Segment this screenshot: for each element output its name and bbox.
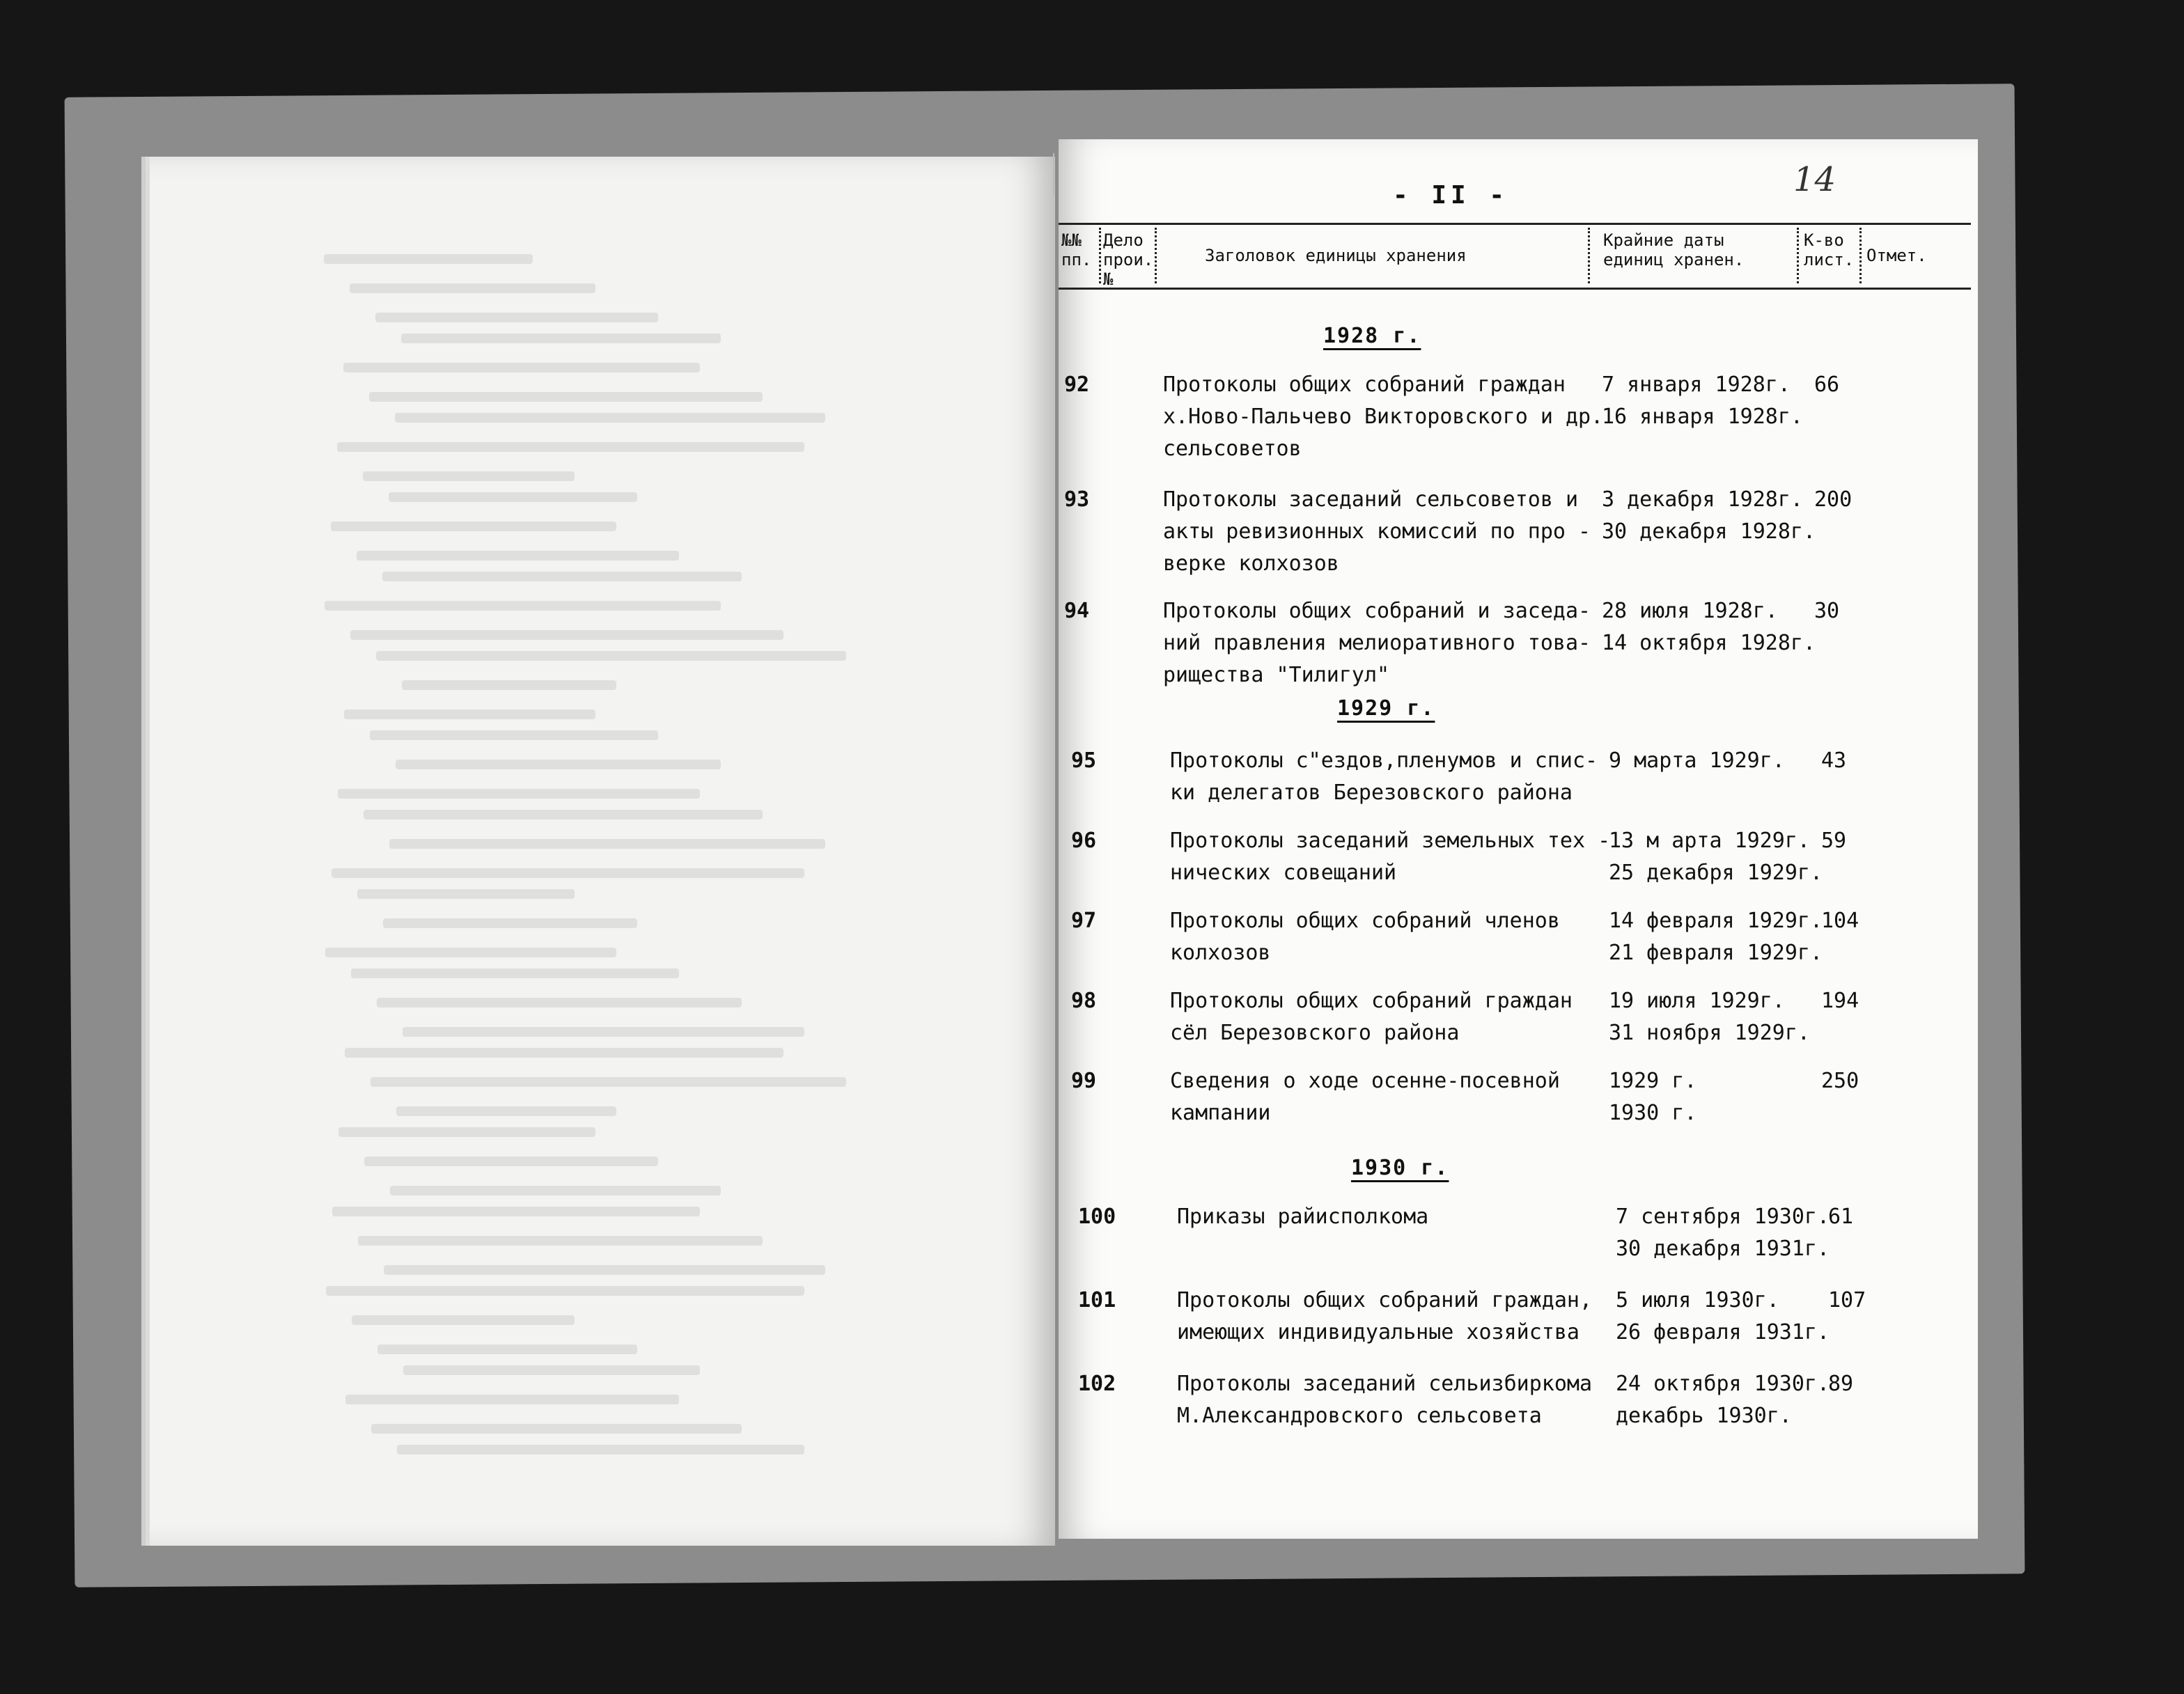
bleed-through-mark [375,313,658,322]
row-number: 101 [1078,1288,1116,1312]
row-title: Протоколы с"ездов,пленумов и спис- ки делегатов Березовского района [1170,748,1598,805]
bleed-through-mark [358,1236,763,1246]
bleed-through-mark [377,1344,637,1354]
row-dates: 5 июля 1930г. 26 февраля 1931г. [1616,1288,1830,1344]
row-number: 94 [1064,599,1090,623]
bleed-through-mark [325,948,616,957]
bleed-through-mark [370,730,658,740]
bleed-through-mark [332,868,804,878]
bleed-through-mark [338,789,700,799]
row-number: 102 [1078,1372,1116,1396]
row-sheets: 250 [1821,1069,1859,1093]
folio-number: 14 [1793,160,1836,199]
row-dates: 7 сентября 1930г. 30 декабря 1931г. [1616,1205,1830,1261]
row-number: 98 [1071,989,1097,1013]
header-col-title: Заголовок единицы хранения [1205,246,1467,265]
bleed-through-mark [383,918,637,928]
row-sheets: 61 [1828,1205,1854,1229]
bleed-through-mark [326,1286,804,1296]
row-number: 93 [1064,487,1090,512]
bleed-through-mark [369,392,763,402]
year-heading: 1928 г. [1323,324,1421,348]
bleed-through-mark [352,1315,575,1325]
bleed-through-mark [397,1445,804,1454]
bleed-through-mark [351,968,679,978]
row-title: Протоколы общих собраний и заседа- ний правления мелиоративного това- рищества "Тилигул" [1163,599,1591,687]
header-col-notes: Отмет. [1866,246,1927,265]
year-heading: 1929 г. [1337,696,1435,721]
bleed-through-mark [337,442,804,452]
bleed-through-mark [345,1395,679,1404]
row-number: 100 [1078,1205,1116,1229]
bleed-through-mark [363,471,575,481]
row-number: 92 [1064,372,1090,397]
bleed-through-mark [357,551,679,560]
bleed-through-mark [384,1265,825,1275]
row-title: Протоколы общих собраний граждан х.Ново-Пальчево Викторовского и др. сельсоветов [1163,372,1604,461]
row-title: Протоколы общих собраний членов колхозов [1170,909,1560,965]
row-title: Протоколы общих собраний граждан, имеющих индивидуальные хозяйства [1177,1288,1593,1344]
page-number: - II - [1393,181,1509,210]
bleed-through-mark [350,630,783,640]
row-dates: 19 июля 1929г. 31 ноября 1929г. [1609,989,1810,1045]
bleed-through-mark [343,363,700,372]
row-sheets: 66 [1814,372,1840,397]
header-col-dates: Крайние даты единиц хранен. [1603,230,1745,269]
row-dates: 1929 г. 1930 г. [1609,1069,1697,1125]
row-sheets: 89 [1828,1372,1854,1396]
row-number: 95 [1071,748,1097,773]
row-title: Приказы райисполкома [1177,1205,1429,1229]
bleed-through-mark [370,1077,846,1087]
bleed-through-mark [350,283,595,293]
row-sheets: 30 [1814,599,1840,623]
bleed-through-mark [338,1127,595,1137]
row-sheets: 59 [1821,829,1847,853]
row-number: 96 [1071,829,1097,853]
row-dates: 7 января 1928г. 16 января 1928г. [1602,372,1803,429]
header-col-no: №№ пп. [1061,230,1092,269]
year-heading: 1930 г. [1351,1156,1449,1180]
bleed-through-mark [389,492,637,502]
bleed-through-mark [345,1048,783,1058]
table-header [1059,223,1971,290]
bleed-through-mark [376,651,846,661]
row-title: Сведения о ходе осенне-посевной кампании [1170,1069,1560,1125]
bleed-through-mark [344,709,595,719]
bleed-through-mark [402,680,616,690]
header-col-sheets: К-во лист. [1804,230,1855,269]
row-number: 99 [1071,1069,1097,1093]
row-title: Протоколы заседаний сельизбиркома М.Александровского сельсовета [1177,1372,1593,1428]
bleed-through-mark [396,760,721,769]
bleed-through-mark [396,1106,616,1116]
row-sheets: 43 [1821,748,1847,773]
bleed-through-mark [401,334,721,343]
bleed-through-mark [332,1207,700,1216]
row-sheets: 107 [1828,1288,1866,1312]
bleed-through-mark [382,572,742,581]
row-title: Протоколы заседаний земельных тех - нических совещаний [1170,829,1611,885]
row-dates: 14 февраля 1929г. 21 февраля 1929г. [1609,909,1823,965]
row-title: Протоколы общих собраний граждан сёл Березовского района [1170,989,1573,1045]
bleed-through-mark [403,1365,700,1375]
bleed-through-mark [325,601,721,611]
row-dates: 3 декабря 1928г. 30 декабря 1928г. [1602,487,1816,544]
bleed-through-mark [403,1027,804,1037]
right-page [1059,139,1978,1539]
bleed-through-mark [331,521,616,531]
header-col-case: Дело прои. № [1103,230,1154,289]
row-sheets: 104 [1821,909,1859,933]
bleed-through-mark [377,998,742,1007]
row-sheets: 200 [1814,487,1852,512]
row-sheets: 194 [1821,989,1859,1013]
bleed-through-mark [395,413,825,423]
row-dates: 13 м арта 1929г. 25 декабря 1929г. [1609,829,1823,885]
bleed-through-mark [389,839,825,849]
row-dates: 9 марта 1929г. [1609,748,1785,773]
row-title: Протоколы заседаний сельсоветов и акты ревизионных комиссий по про - верке колхозов [1163,487,1591,576]
row-number: 97 [1071,909,1097,933]
row-dates: 24 октября 1930г. декабрь 1930г. [1616,1372,1830,1428]
left-page [150,157,1055,1546]
bleed-through-mark [364,810,763,819]
bleed-through-mark [390,1186,721,1195]
bleed-through-mark [371,1424,742,1434]
bleed-through-mark [357,889,575,899]
row-dates: 28 июля 1928г. 14 октября 1928г. [1602,599,1816,655]
page-gutter [1053,153,1054,195]
bleed-through-mark [324,254,533,264]
bleed-through-mark [364,1156,658,1166]
